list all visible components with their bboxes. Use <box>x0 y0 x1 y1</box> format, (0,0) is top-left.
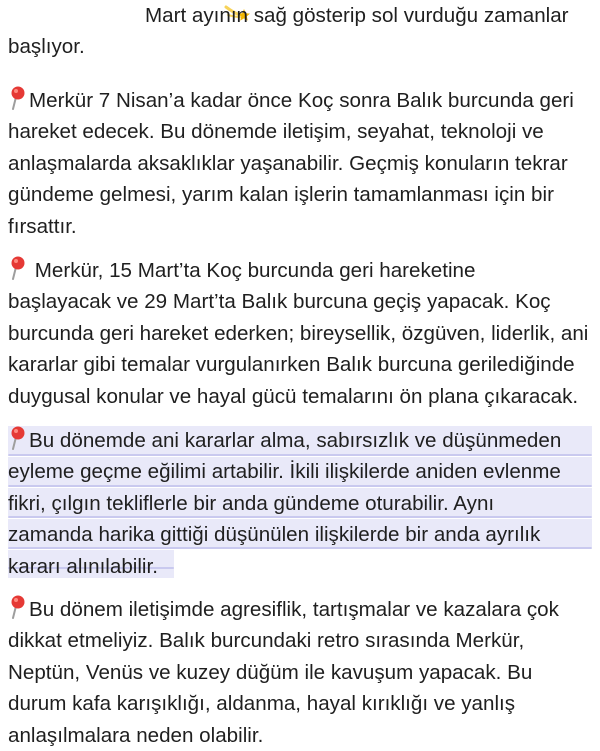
comet-emoji-icon <box>116 3 144 25</box>
paragraph-highlighted <box>8 425 596 582</box>
paragraph-communication-text: Bu dönem iletişimde agresiflik, tartışmalar ve kazalara çok dikkat etmeliyiz. Balık burcundaki retro sırasında Merkür, Neptün, Venüs ve kuzey düğüm ile kavuşum yapacak. Bu durum kafa karışıklığı, aldanma, hayal kırıklığı ve yanlış anlaşılmalara neden olabilir. <box>8 598 559 747</box>
paragraph-intro-text: Mart ayının sağ gösterip sol vurduğu zamanlar başlıyor. <box>8 4 569 59</box>
pin-emoji-icon <box>8 426 26 450</box>
paragraph-mercury-dates <box>8 255 596 412</box>
pin-emoji-icon <box>8 595 26 619</box>
pin-emoji-icon <box>8 86 26 110</box>
paragraph-highlighted-text: Bu dönemde ani kararlar alma, sabırsızlık ve düşünmeden eyleme geçme eğilimi artabilir. İkili ilişkilerde aniden evlenme fikri, çılgın tekliflerle bir anda gündeme oturabilir. Aynı zamanda harika gittiği düşünülen ilişkilerde bir anda ayrılık kararı alınılabilir. <box>8 429 562 578</box>
paragraph-mercury-retro-text: Merkür 7 Nisan’a kadar önce Koç sonra Balık burcunda geri hareket edecek. Bu dönemde iletişim, seyahat, teknoloji ve anlaşmalarda aksaklıklar yaşanabilir. Geçmiş konuların tekrar gündeme gelmesi, yarım kalan işlerin tamamlanması için bir fırsattır. <box>8 89 574 238</box>
paragraph-intro <box>8 0 596 63</box>
paragraph-communication <box>8 594 596 751</box>
paragraph-mercury-retro <box>8 85 596 242</box>
pin-emoji-icon <box>8 256 26 280</box>
paragraph-mercury-dates-text: Merkür, 15 Mart’ta Koç burcunda geri hareketine başlayacak ve 29 Mart’ta Balık burcuna geçiş yapacak. Koç burcunda geri hareket ederken; bireysellik, özgüven, liderlik, ani kararlar gibi temalar vurgulanırken Balık burcuna gerilediğinde duygusal konular ve hayal gücü temalarını ön plana çıkaracak. <box>8 259 589 408</box>
